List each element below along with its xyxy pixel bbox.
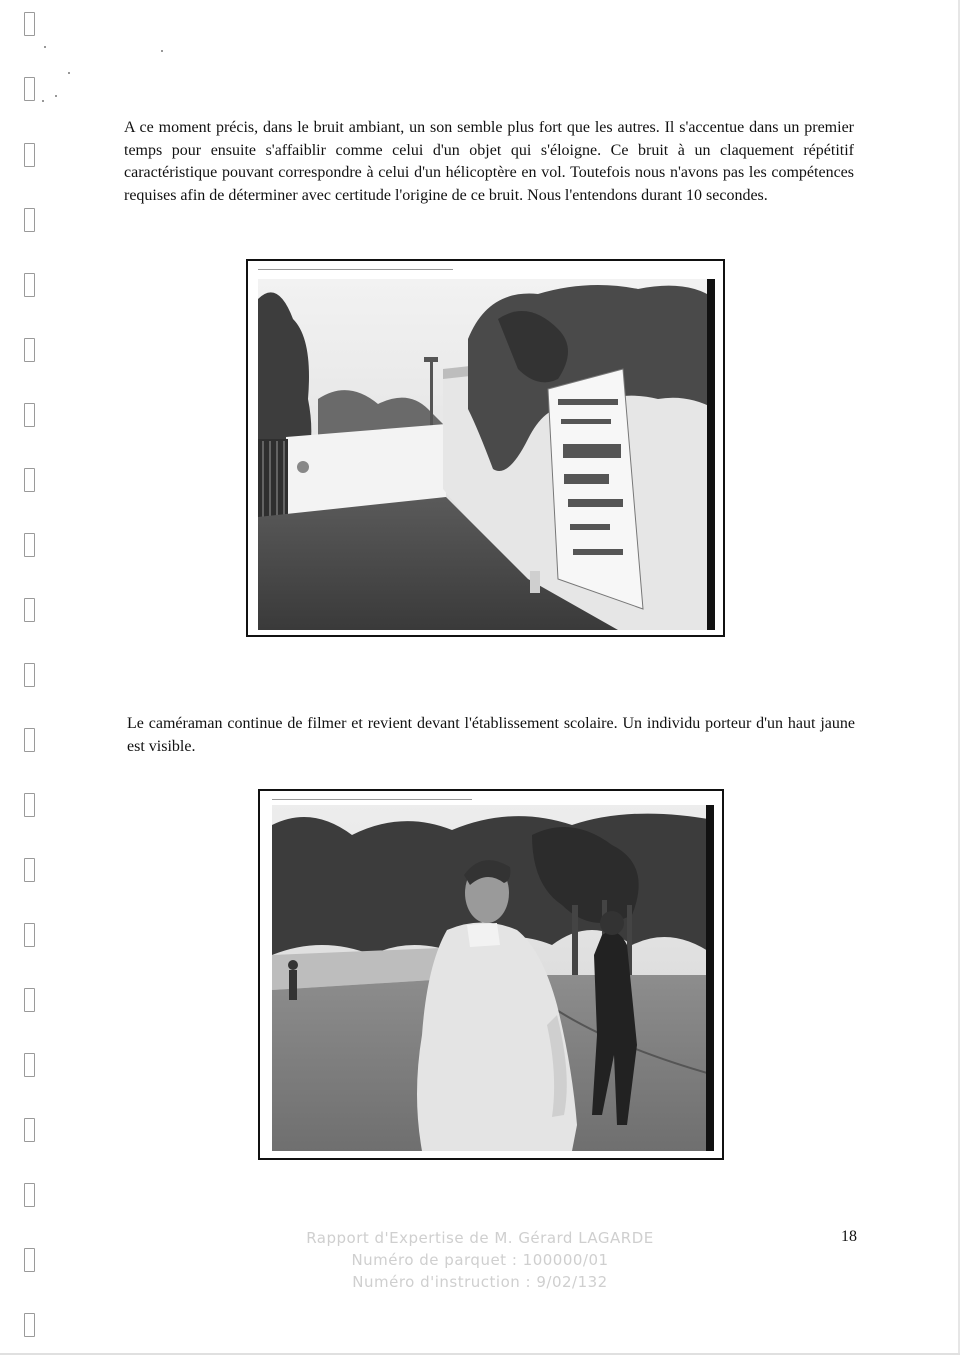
binding-hole-icon	[24, 663, 35, 687]
binding-hole-icon	[24, 1313, 35, 1337]
binding-hole-icon	[24, 143, 35, 167]
scan-speck	[44, 46, 46, 48]
photo-edge	[706, 805, 714, 1151]
binding-hole-icon	[24, 273, 35, 297]
binding-hole-icon	[24, 598, 35, 622]
binding-hole-icon	[24, 403, 35, 427]
scan-speck	[161, 50, 163, 52]
photo-image	[258, 279, 715, 630]
body-paragraph: A ce moment précis, dans le bruit ambiant, un son semble plus fort que les autres. Il s'accentue dans un premier temps pour ensuite s'affaiblir comme celui d'un objet qui s'éloigne. Ce bruit à un claquement répétitif caractéristique pouvant correspondre à celui d'un hélicoptère en vol. Toutefois nous n'avons pas les compétences requises afin de déterminer avec certitude l'origine de ce bruit. Nous l'entendons durant 10 secondes.	[124, 119, 854, 204]
binding-hole-icon	[24, 988, 35, 1012]
scan-speck	[55, 95, 57, 97]
binding-hole-icon	[24, 1183, 35, 1207]
page-number: 18	[841, 1228, 857, 1245]
binding-hole-icon	[24, 12, 35, 36]
footer-instruction-number: Numéro d'instruction : 9/02/132	[352, 1273, 608, 1291]
photo-image	[272, 805, 714, 1151]
binding-hole-icon	[24, 208, 35, 232]
photo-scan-line	[272, 799, 472, 800]
binding-hole-icon	[24, 793, 35, 817]
binding-hole-icon	[24, 77, 35, 101]
photo-cameraman-school	[258, 789, 724, 1160]
binding-hole-icon	[24, 468, 35, 492]
binding-hole-icon	[24, 338, 35, 362]
photo-edge	[707, 279, 715, 630]
photo-scan-line	[258, 269, 453, 270]
binding-hole-icon	[24, 858, 35, 882]
footer-parquet-number: Numéro de parquet : 100000/01	[351, 1251, 609, 1269]
scan-speck	[42, 100, 44, 102]
page-footer	[0, 1227, 960, 1293]
body-paragraph: Le caméraman continue de filmer et revient devant l'établissement scolaire. Un individu porteur d'un haut jaune est visible.	[127, 715, 855, 755]
binding-hole-icon	[24, 1118, 35, 1142]
binding-hole-icon	[24, 533, 35, 557]
binding-hole-icon	[24, 923, 35, 947]
binding-hole-icon	[24, 728, 35, 752]
binding-hole-icon	[24, 1053, 35, 1077]
scan-speck	[68, 72, 70, 74]
footer-report-title: Rapport d'Expertise de M. Gérard LAGARDE	[306, 1229, 654, 1247]
photo-wall-banner	[246, 259, 725, 637]
